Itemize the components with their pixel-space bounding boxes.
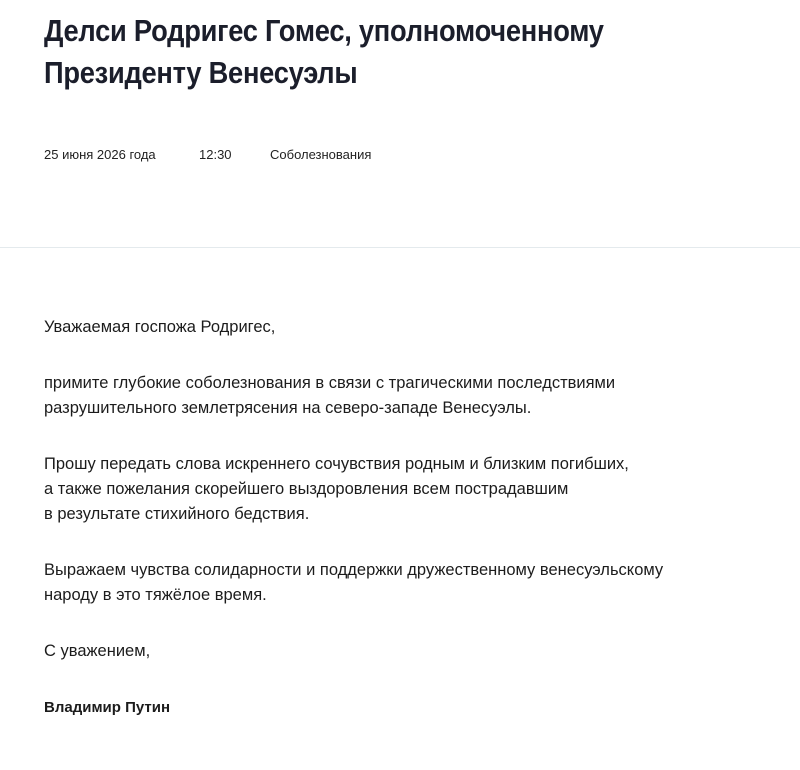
document-header	[0, 0, 800, 248]
closing-text: С уважением,	[44, 642, 151, 660]
paragraph-2-line-2: а также пожелания скорейшего выздоровления всем пострадавшим	[44, 480, 569, 498]
title-line-1: Делси Родригес Гомес, уполномоченному	[44, 13, 604, 48]
letter-body	[44, 315, 764, 720]
letter-paragraph-1	[44, 371, 764, 421]
paragraph-1-line-2: разрушительного землетрясения на северо-западе Венесуэлы.	[44, 399, 532, 417]
paragraph-1-line-1: примите глубокие соболезнования в связи с трагическими последствиями	[44, 374, 616, 392]
signature-text: Владимир Путин	[44, 699, 171, 716]
greeting-text: Уважаемая госпожа Родригес,	[44, 318, 276, 336]
publication-date: 25 июня 2026 года	[44, 147, 156, 162]
letter-greeting	[44, 315, 764, 340]
paragraph-3-line-1: Выражаем чувства солидарности и поддержки дружественному венесуэльскому	[44, 561, 664, 579]
page-title	[44, 10, 660, 94]
publication-time: 12:30	[199, 147, 232, 162]
letter-paragraph-2	[44, 452, 764, 527]
paragraph-3-line-2: народу в это тяжёлое время.	[44, 586, 267, 604]
title-line-2: Президенту Венесуэлы	[44, 55, 358, 90]
paragraph-2-line-3: в результате стихийного бедствия.	[44, 505, 310, 523]
letter-signature	[44, 695, 764, 720]
section-divider	[0, 247, 800, 248]
letter-closing	[44, 639, 764, 664]
category-link[interactable]: Соболезнования	[270, 147, 372, 162]
paragraph-2-line-1: Прошу передать слова искреннего сочувствия родным и близким погибших,	[44, 455, 629, 473]
letter-paragraph-3	[44, 558, 764, 608]
